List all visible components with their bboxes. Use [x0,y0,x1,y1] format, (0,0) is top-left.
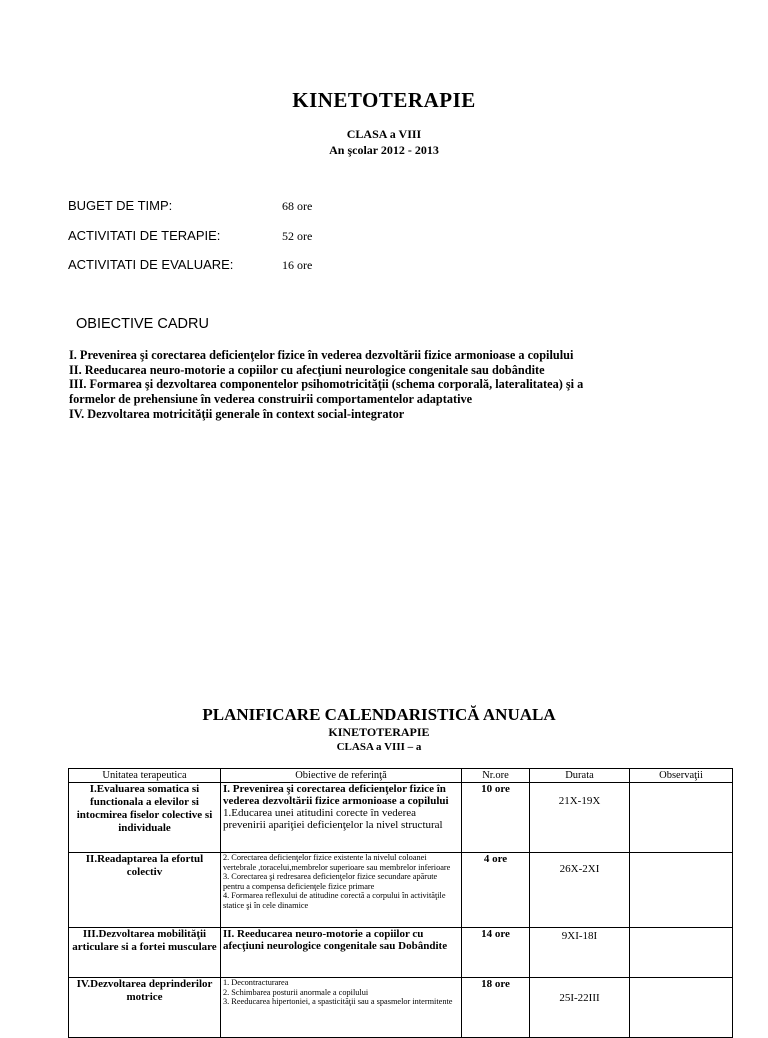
table-row [69,853,733,928]
column-header: Obiective de referinţă [221,769,462,783]
observations-cell [630,978,733,1038]
objectives-cell [221,853,462,928]
evaluation-activities-label: ACTIVITATI DE EVALUARE: [68,257,234,272]
duration-cell: 25I-22III [530,978,630,1038]
unit-cell: III.Dezvoltarea mobilităţii articulare si a fortei musculare [69,928,221,978]
objective-title: II. Reeducarea neuro-motorie a copiilor cu afecţiuni neurologice congenitale sau Dobândite [223,928,448,952]
hours-cell: 14 ore [462,928,530,978]
objectives-cell [221,783,462,853]
evaluation-activities-value: 16 ore [282,258,313,272]
observations-cell [630,928,733,978]
observations-cell [630,783,733,853]
plan-title: PLANIFICARE CALENDARISTICĂ ANUALA [202,705,556,724]
objective-title: I. Prevenirea şi corectarea deficienţelor fizice în vederea dezvoltării fizice armonioase a copilului [223,783,449,807]
objective-line: 1.Educarea unei atitudini corecte în vederea prevenirii apariţiei deficienţelor la nivel structural [223,807,443,831]
table-row [69,783,733,853]
duration-cell: 26X-2XI [530,853,630,928]
hours-cell: 18 ore [462,978,530,1038]
objectives-cell [221,928,462,978]
observations-cell [630,853,733,928]
objectives-heading: OBIECTIVE CADRU [76,316,209,332]
unit-cell: IV.Dezvoltarea deprinderilor motrice [69,978,221,1038]
objective-line: 3. Corectarea şi redresarea deficienţelor fizice secundare apărute pentru a compensa deficienţele fizice primare [223,872,438,891]
column-header: Unitatea terapeutica [69,769,221,783]
hours-cell: 4 ore [462,853,530,928]
unit-cell: II.Readaptarea la efortul colectiv [69,853,221,928]
table-header-row [69,769,733,783]
hours-cell: 10 ore [462,783,530,853]
objective-line: 1. Decontracturarea [223,978,289,987]
objectives-cell [221,978,462,1038]
column-header: Durata [530,769,630,783]
document-title: KINETOTERAPIE [292,88,476,112]
class-line: CLASA a VIII [346,127,422,141]
objectives-list [69,348,589,422]
column-header: Observaţii [630,769,733,783]
time-budget-label: BUGET DE TIMP: [68,198,173,213]
table-row [69,978,733,1038]
plan-class-line: CLASA a VIII – a [336,741,422,753]
column-header: Nr.ore [462,769,530,783]
objective-line: 2. Schimbarea posturii anormale a copilului [223,987,369,997]
objective-item: IV. Dezvoltarea motricităţii generale în context social-integrator [69,406,405,421]
duration-cell: 21X-19X [530,783,630,853]
therapy-activities-value: 52 ore [282,229,313,243]
objective-line: 2. Corectarea deficienţelor fizice existente la nivelul coloanei vertebrale ,toracelui,membrelor superioare sau membrelor inferioare [223,853,451,872]
objective-item: I. Prevenirea şi corectarea deficienţelor fizice în vederea dezvoltării fizice armonioase a copilului [69,348,574,362]
time-budget-value: 68 ore [282,199,313,213]
objective-item: III. Formarea şi dezvoltarea componentelor psihomotricităţii (schema corporală, lateralitatea) şi a formelor de prehensiune în vederea construirii comportamentelor adaptative [69,377,584,407]
duration-cell: 9XI-18I [530,928,630,978]
objective-line: 4. Formarea reflexului de atitudine corectă a corpului în activităţile statice şi în cele dinamice [223,891,446,910]
school-year-line: An şcolar 2012 - 2013 [329,143,439,157]
objective-line: 3. Reeducarea hipertoniei, a spasticităţii sau a spasmelor intermitente [223,997,453,1007]
plan-table [68,768,733,1038]
objective-item: II. Reeducarea neuro-motorie a copiilor cu afecţiuni neurologice congenitale sau dobândite [69,362,545,377]
unit-cell: I.Evaluarea somatica si functionala a elevilor si intocmirea fiselor colective si individuale [69,783,221,853]
plan-subtitle: KINETOTERAPIE [328,725,430,739]
therapy-activities-label: ACTIVITATI DE TERAPIE: [68,228,221,243]
table-row [69,928,733,978]
